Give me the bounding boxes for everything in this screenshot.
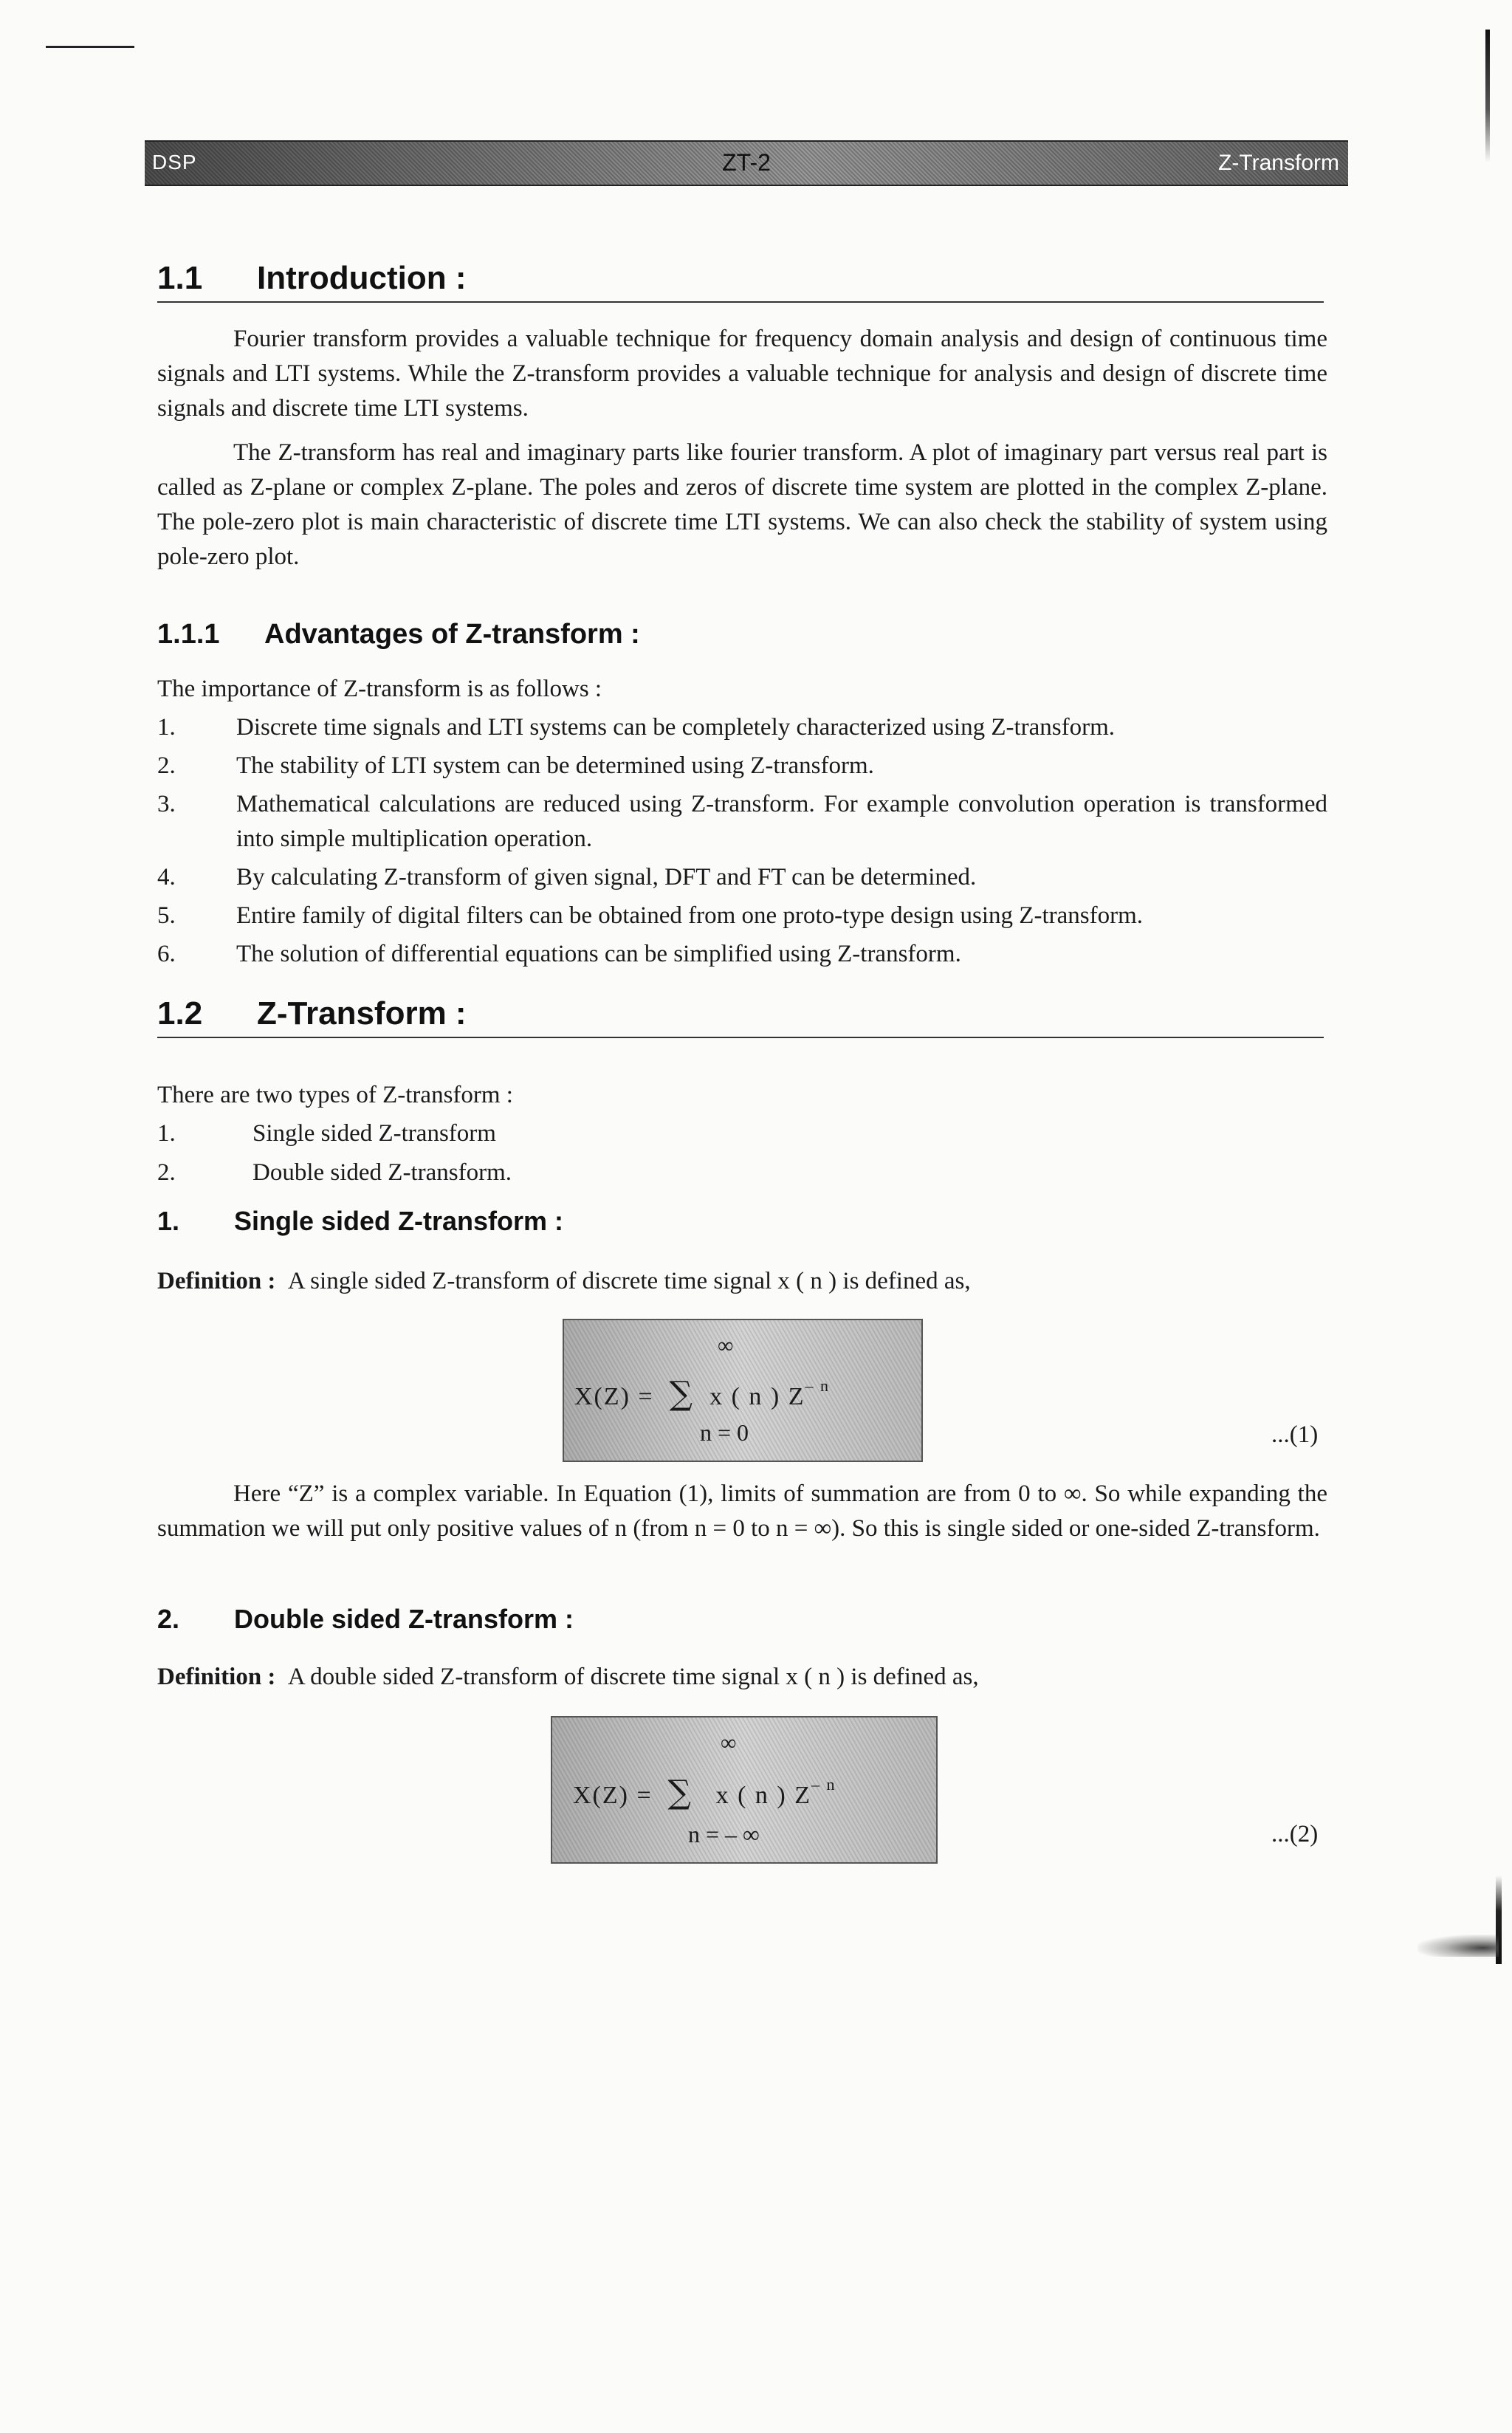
sum-lower-limit: n = – ∞ <box>688 1821 760 1847</box>
scan-mark <box>46 46 134 48</box>
section-number: 1.1.1 <box>157 619 220 650</box>
subheading-title: Single sided Z-transform : <box>234 1206 564 1236</box>
subheading-double-sided <box>157 1604 574 1635</box>
header-left-text: DSP <box>152 151 197 174</box>
definition-label: Definition : <box>157 1664 276 1690</box>
sum-upper-limit: ∞ <box>718 1334 734 1358</box>
list-item: 1. Single sided Z-transform <box>157 1120 496 1147</box>
single-sided-explanation: Here “Z” is a complex variable. In Equation (1), limits of summation are from 0 to ∞. So while expanding the summation we will put only positive values of n (from n = 0 to n = ∞). So this is single sided or one-sided Z-transform. <box>157 1480 1327 1542</box>
advantages-list <box>157 710 1327 975</box>
equation-box-2 <box>551 1716 938 1864</box>
subheading-number: 1. <box>157 1206 180 1236</box>
sum-lower-limit: n = 0 <box>700 1419 749 1446</box>
section-heading-1-1-1 <box>157 619 640 651</box>
scan-edge-artifact <box>1485 30 1490 162</box>
list-item: 4. By calculating Z-transform of given signal, DFT and FT can be determined. <box>157 864 977 891</box>
section-number: 1.1 <box>157 260 203 296</box>
definition-label: Definition : <box>157 1268 276 1294</box>
subheading-single-sided <box>157 1206 563 1237</box>
page-number: ZT-2 <box>722 149 771 176</box>
header-right-text: Z-Transform <box>1218 151 1339 175</box>
list-item: 6. The solution of differential equations can be simplified using Z-transform. <box>157 941 961 967</box>
scan-smudge <box>1418 1935 1499 1957</box>
section-number: 1.2 <box>157 995 203 1032</box>
sigma-symbol: ∑ <box>669 1375 695 1413</box>
definition-text: A double sided Z-transform of discrete time signal x ( n ) is defined as, <box>287 1664 979 1690</box>
section-title: Introduction : <box>257 260 467 296</box>
section-title: Advantages of Z-transform : <box>264 619 640 650</box>
list-item: 3. Mathematical calculations are reduced using Z-transform. For example convolution operation is transformed into simple multiplication operation. <box>157 791 1327 852</box>
definition-double <box>157 1660 979 1695</box>
list-item: 5. Entire family of digital filters can be obtained from one proto-type design using Z-transform. <box>157 902 1143 929</box>
sum-upper-limit: ∞ <box>721 1731 737 1755</box>
equation-number-1: ...(1) <box>1271 1421 1319 1448</box>
equation-expression: X(Z) = ∑ x ( n ) $Z^{- n}$ <box>574 1375 830 1413</box>
equation-expression: X(Z) = ∑ x ( n ) $Z^{- n}$ <box>573 1774 836 1811</box>
definition-text: A single sided Z-transform of discrete time signal x ( n ) is defined as, <box>287 1268 971 1294</box>
intro-paragraph-2: The Z-transform has real and imaginary parts like fourier transform. A plot of imaginary part versus real part is called as Z-plane or complex Z-plane. The poles and zeros of discrete time system are plotted in the complex Z-plane. The pole-zero plot is main characteristic of discrete time LTI systems. We can also check the stability of system using pole-zero plot. <box>157 439 1327 570</box>
section-heading-1-2 <box>157 995 1324 1038</box>
section-heading-1-1 <box>157 260 1324 303</box>
definition-single <box>157 1264 971 1299</box>
list-item: 1. Discrete time signals and LTI systems can be completely characterized using Z-transform. <box>157 714 1116 741</box>
list-item: 2. Double sided Z-transform. <box>157 1159 512 1186</box>
subheading-title: Double sided Z-transform : <box>234 1604 574 1634</box>
section-title: Z-Transform : <box>257 995 467 1032</box>
equation-number-2: ...(2) <box>1271 1821 1319 1847</box>
types-list <box>157 1116 512 1195</box>
sigma-symbol: ∑ <box>667 1774 693 1811</box>
list-item: 2. The stability of LTI system can be determined using Z-transform. <box>157 752 874 779</box>
equation-box-1 <box>563 1319 923 1462</box>
subheading-number: 2. <box>157 1604 180 1634</box>
intro-paragraph-1: Fourier transform provides a valuable technique for frequency domain analysis and design of continuous time signals and LTI systems. While the Z-transform provides a valuable technique for analysis and design of discrete time signals and discrete time LTI systems. <box>157 326 1327 422</box>
advantages-intro: The importance of Z-transform is as follows : <box>157 676 602 702</box>
running-header <box>145 140 1348 186</box>
types-intro: There are two types of Z-transform : <box>157 1082 513 1108</box>
